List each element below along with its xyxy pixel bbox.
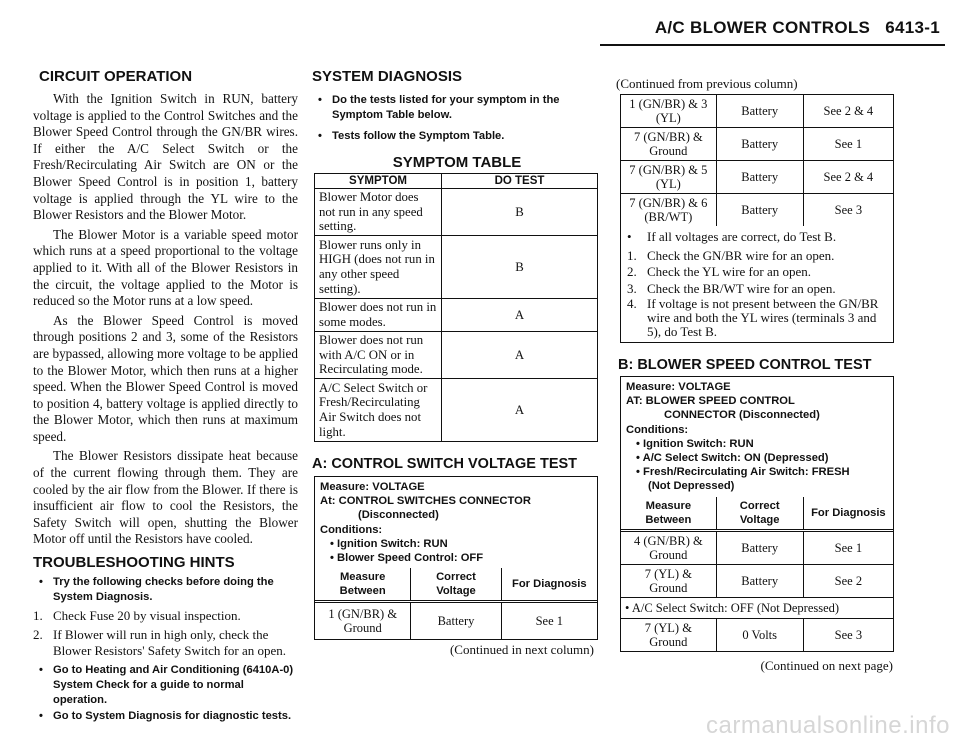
test-b-condition-3: • Fresh/Recirculating Air Switch: FRESH bbox=[636, 466, 850, 479]
test-b-condition-1: • Ignition Switch: RUN bbox=[636, 437, 754, 450]
diag-bullet-1: • Do the tests listed for your symptom in the Symptom Table below. bbox=[312, 93, 602, 123]
test-col-header: DO TEST bbox=[442, 174, 598, 189]
test-a-box bbox=[314, 476, 598, 640]
diagnosis-cell: See 1 bbox=[803, 128, 893, 161]
voltage-cell: Battery bbox=[716, 564, 803, 597]
test-b-condition-1-text: Ignition Switch: RUN bbox=[643, 437, 754, 450]
test-b-at-state: CONNECTOR (Disconnected) bbox=[664, 409, 820, 422]
test-b-condition-2: • A/C Select Switch: ON (Depressed) bbox=[636, 452, 829, 465]
voltage-header: Correct Voltage bbox=[411, 568, 501, 602]
table-row bbox=[621, 161, 893, 194]
measure-cell: 1 (GN/BR) & Ground bbox=[315, 602, 411, 640]
mid-condition-row: • A/C Select Switch: OFF (Not Depressed) bbox=[621, 597, 893, 618]
system-diagnosis-heading: SYSTEM DIAGNOSIS bbox=[312, 68, 463, 85]
notes-bullet-text: If all voltages are correct, do Test B. bbox=[647, 229, 837, 244]
test-a-conditions bbox=[315, 477, 597, 568]
continued-notes bbox=[621, 226, 893, 342]
measure-header: Measure Between bbox=[315, 568, 411, 602]
voltage-header: Correct Voltage bbox=[716, 497, 803, 531]
test-a-title: A: CONTROL SWITCH VOLTAGE TEST bbox=[312, 456, 578, 472]
mid-condition-text: A/C Select Switch: OFF (Not Depressed) bbox=[631, 600, 840, 615]
test-b-table bbox=[621, 497, 893, 651]
diagnosis-cell: See 3 bbox=[803, 618, 893, 651]
test-cell: A bbox=[442, 299, 598, 332]
notes-step-2: 2. Check the YL wire for an open. bbox=[627, 264, 812, 279]
table-row bbox=[315, 602, 597, 640]
column-right bbox=[616, 76, 895, 674]
symptom-cell: Blower runs only in HIGH (does not run in any other speed setting). bbox=[315, 236, 442, 299]
hint-bullet-3: • Go to System Diagnosis for diagnostic tests. bbox=[33, 709, 298, 724]
voltage-cell: Battery bbox=[716, 194, 803, 227]
diagnosis-cell: See 2 & 4 bbox=[803, 161, 893, 194]
diagnosis-cell: See 1 bbox=[803, 530, 893, 564]
symptom-cell: Blower does not run in some modes. bbox=[315, 299, 442, 332]
voltage-cell: Battery bbox=[411, 602, 501, 640]
voltage-cell: Battery bbox=[716, 128, 803, 161]
notes-bullet: • If all voltages are correct, do Test B. bbox=[627, 229, 837, 244]
test-a-measure: Measure: VOLTAGE bbox=[320, 481, 425, 493]
test-b-continued: (Continued on next page) bbox=[760, 657, 893, 673]
test-cell: A bbox=[442, 379, 598, 442]
symptom-table bbox=[314, 173, 598, 442]
circuit-paragraph-1: With the Ignition Switch in RUN, battery voltage is applied to the Control Switches and the Blower Speed Control through the GN/BR wires. If either the A/C Select Switch or the Fresh/Recirculating Air Switch are ON or the Blower Speed Control is in position 1, battery voltage is applied through the YL wire to the Blower Resistors and the Blower Motor. bbox=[33, 91, 298, 223]
measure-cell: 7 (GN/BR) & Ground bbox=[621, 128, 716, 161]
table-row bbox=[315, 299, 598, 332]
measure-cell: 4 (GN/BR) & Ground bbox=[621, 530, 716, 564]
continued-box bbox=[620, 94, 894, 343]
notes-step-3: 3. Check the BR/WT wire for an open. bbox=[627, 280, 836, 296]
test-a-table bbox=[315, 568, 597, 639]
test-a-at-state: (Disconnected) bbox=[358, 509, 439, 522]
table-row bbox=[621, 618, 893, 651]
header-rule bbox=[600, 44, 945, 46]
voltage-cell: 0 Volts bbox=[716, 618, 803, 651]
symptom-table-title: SYMPTOM TABLE bbox=[392, 154, 522, 171]
notes-step-4-text: If voltage is not present between the GN/BR wire and both the YL wires (terminals 3 and 5), do Test B. bbox=[647, 296, 879, 339]
measure-cell: 7 (YL) & Ground bbox=[621, 618, 716, 651]
diag-bullet-2: • Tests follow the Symptom Table. bbox=[312, 129, 602, 144]
hint-step-2: 2. If Blower will run in high only, check the Blower Resistors' Safety Switch for an open. bbox=[33, 626, 287, 659]
header-page-number: 6413-1 bbox=[885, 18, 940, 37]
test-b-condition-3-text: Fresh/Recirculating Air Switch: FRESH bbox=[643, 466, 850, 479]
table-row bbox=[621, 128, 893, 161]
diagnosis-cell: See 3 bbox=[803, 194, 893, 227]
diagnosis-cell: See 1 bbox=[501, 602, 597, 640]
test-a-at: At: CONTROL SWITCHES CONNECTOR bbox=[320, 495, 531, 508]
test-cell: B bbox=[442, 189, 598, 236]
hint-bullet-2: • Go to Heating and Air Conditioning (6410A-0) System Check for a guide to normal operation. bbox=[33, 663, 298, 708]
table-row bbox=[621, 95, 893, 128]
voltage-cell: Battery bbox=[716, 161, 803, 194]
hint-step-2-text: If Blower will run in high only, check the Blower Resistors' Safety Switch for an open. bbox=[53, 626, 287, 659]
measure-cell: 7 (GN/BR) & 5 (YL) bbox=[621, 161, 716, 194]
table-row bbox=[621, 564, 893, 597]
circuit-paragraph-3: As the Blower Speed Control is moved through positions 2 and 3, some of the Resistors are bypassed, allowing more voltage to be applied to the Blower Motor, which then runs at a higher speed. When the Blower Speed Control is moved to position 4, battery voltage is applied directly to the Blower Motor, which then runs at maximum speed. bbox=[33, 312, 298, 444]
test-a-condition-1: • Ignition Switch: RUN bbox=[330, 537, 448, 550]
circuit-paragraph-2: The Blower Motor is a variable speed motor which runs at a speed proportional to the voltage applied to it. With all of the Blower Resistors in the circuit, the voltage applied to the Motor is reduced so the Motor runs at a low speed. bbox=[33, 226, 298, 309]
hint-step-1-text: Check Fuse 20 by visual inspection. bbox=[53, 608, 241, 624]
diagnosis-header: For Diagnosis bbox=[803, 497, 893, 531]
circuit-paragraph-4: The Blower Resistors dissipate heat because of the current flowing through them. They are cooled by the air flow from the Blower. If there is insufficient air flow to cool the Resistors, the Safety Switch will open, shutting the Blower Motor off until the Resistors have cooled. bbox=[33, 448, 298, 547]
notes-step-1-text: Check the GN/BR wire for an open. bbox=[647, 247, 835, 263]
page-header bbox=[620, 18, 940, 38]
watermark: carmanualsonline.info bbox=[706, 712, 950, 739]
voltage-cell: Battery bbox=[716, 95, 803, 128]
table-row bbox=[315, 236, 598, 299]
test-b-conditions bbox=[621, 377, 893, 497]
diagnosis-cell: See 2 & 4 bbox=[803, 95, 893, 128]
column-middle bbox=[312, 68, 602, 658]
measure-cell: 7 (GN/BR) & 6 (BR/WT) bbox=[621, 194, 716, 227]
symptom-cell: A/C Select Switch or Fresh/Recirculating Air Switch does not light. bbox=[315, 379, 442, 442]
circuit-operation-heading: CIRCUIT OPERATION bbox=[39, 68, 193, 85]
notes-step-4: 4. If voltage is not present between the GN/BR wire and both the YL wires (terminals 3 and 5), do Test B. bbox=[627, 296, 879, 339]
hint-bullet-1: • Try the following checks before doing the System Diagnosis. bbox=[33, 575, 298, 605]
test-b-condition-3-state: (Not Depressed) bbox=[648, 480, 735, 493]
test-a-condition-1-text: Ignition Switch: RUN bbox=[337, 537, 448, 550]
notes-step-1: 1. Check the GN/BR wire for an open. bbox=[627, 247, 835, 263]
table-row bbox=[315, 332, 598, 379]
table-row bbox=[315, 189, 598, 236]
test-a-continued: (Continued in next column) bbox=[449, 642, 594, 658]
test-a-condition-2: • Blower Speed Control: OFF bbox=[330, 552, 484, 565]
test-b-conditions-label: Conditions: bbox=[626, 423, 689, 436]
hint-step-1: 1. Check Fuse 20 by visual inspection. bbox=[33, 608, 241, 624]
test-b-measure: Measure: VOLTAGE bbox=[626, 381, 731, 393]
test-b-box bbox=[620, 376, 894, 652]
header-title: A/C BLOWER CONTROLS bbox=[654, 18, 871, 37]
continued-table bbox=[621, 95, 893, 226]
table-row bbox=[621, 194, 893, 227]
notes-step-2-text: Check the YL wire for an open. bbox=[647, 264, 812, 279]
diagnosis-header: For Diagnosis bbox=[501, 568, 597, 602]
test-b-title: B: BLOWER SPEED CONTROL TEST bbox=[618, 357, 872, 373]
notes-step-3-text: Check the BR/WT wire for an open. bbox=[647, 280, 836, 296]
measure-cell: 1 (GN/BR) & 3 (YL) bbox=[621, 95, 716, 128]
diagnosis-cell: See 2 bbox=[803, 564, 893, 597]
test-b-condition-2-text: A/C Select Switch: ON (Depressed) bbox=[642, 452, 829, 465]
symptom-cell: Blower does not run with A/C ON or in Recirculating mode. bbox=[315, 332, 442, 379]
symptom-col-header: SYMPTOM bbox=[315, 174, 442, 189]
test-cell: B bbox=[442, 236, 598, 299]
test-a-conditions-label: Conditions: bbox=[320, 523, 383, 536]
table-row bbox=[621, 530, 893, 564]
troubleshooting-heading: TROUBLESHOOTING HINTS bbox=[33, 554, 235, 572]
table-row bbox=[315, 379, 598, 442]
symptom-cell: Blower Motor does not run in any speed setting. bbox=[315, 189, 442, 236]
column-left bbox=[33, 68, 298, 724]
table-row bbox=[621, 597, 893, 618]
measure-cell: 7 (YL) & Ground bbox=[621, 564, 716, 597]
voltage-cell: Battery bbox=[716, 530, 803, 564]
test-b-at: AT: BLOWER SPEED CONTROL bbox=[626, 395, 795, 408]
test-cell: A bbox=[442, 332, 598, 379]
measure-header: Measure Between bbox=[621, 497, 716, 531]
continued-from-label: (Continued from previous column) bbox=[616, 76, 798, 91]
test-a-condition-2-text: Blower Speed Control: OFF bbox=[337, 552, 484, 565]
